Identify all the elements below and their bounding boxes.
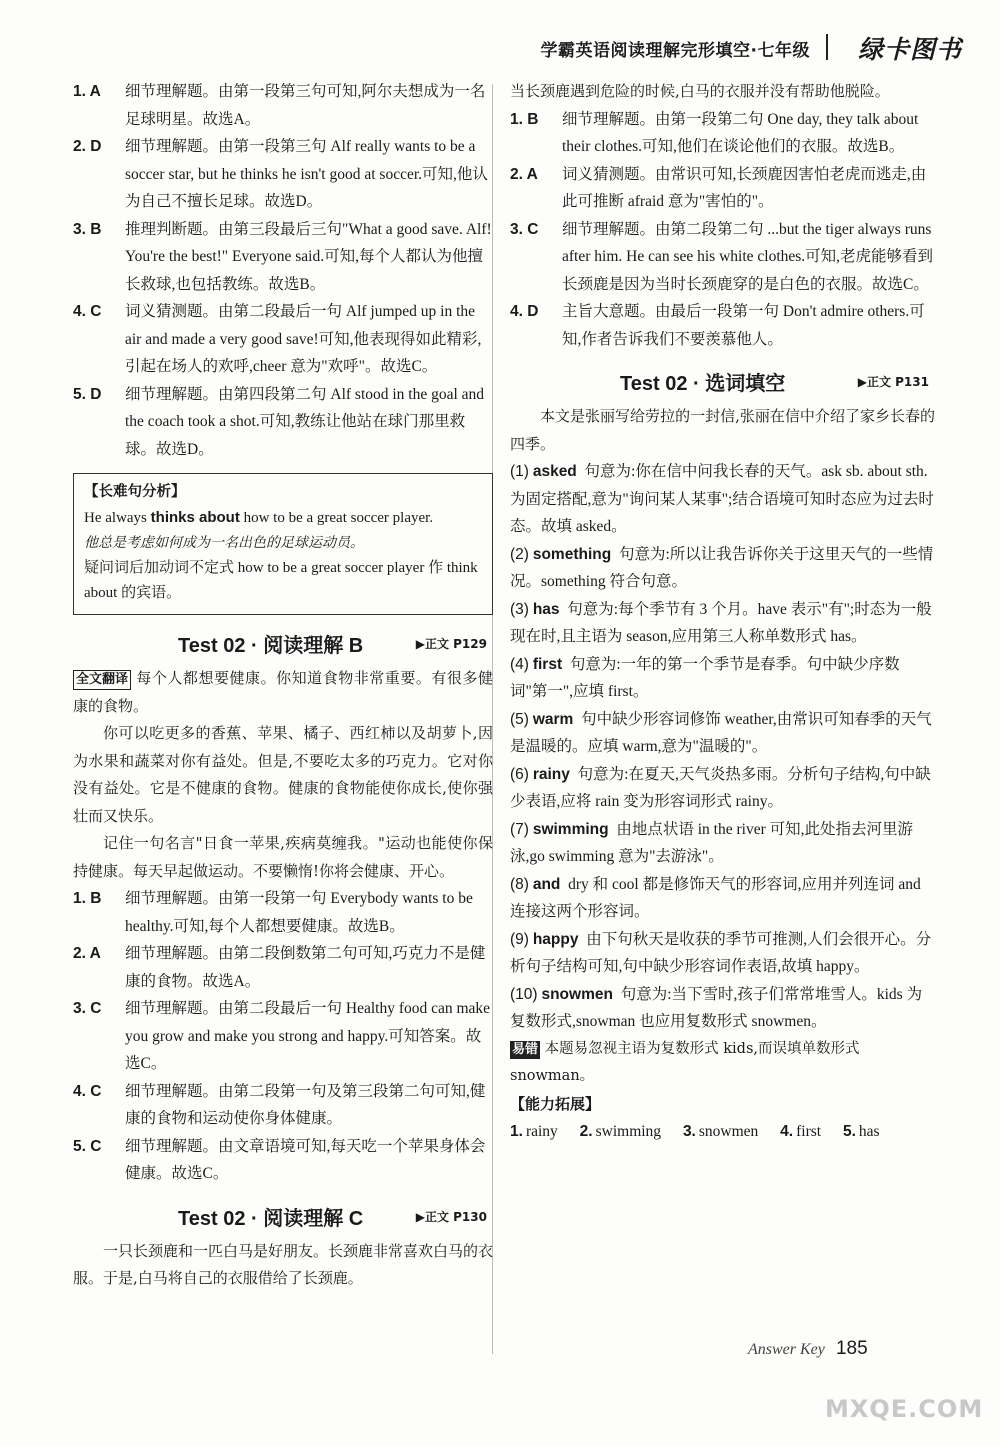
answer-item <box>73 1133 493 1188</box>
fill-explanation: 由地点状语 in the river 可知,此处指去河里游泳,go swimming 意为"去游泳"。 <box>510 820 914 865</box>
fill-item <box>510 871 935 926</box>
answer-explanation: 细节理解题。由第二段倒数第二句可知,巧克力不是健康的食物。故选A。 <box>125 945 486 990</box>
answer-explanation: 细节理解题。由第四段第二句 Alf stood in the goal and the coach took a shot.可知,教练让他站在球门那里救球。故选D。 <box>125 385 485 458</box>
extension-answer: rainy <box>525 1122 558 1140</box>
page-reference: ▶正文 P130 <box>415 1209 487 1224</box>
answer-number: 3. C <box>510 220 539 238</box>
fill-word: warm <box>532 710 574 728</box>
answer-number: 5. D <box>73 385 102 403</box>
answer-item <box>73 78 493 133</box>
translation-tag: 全文翻译 <box>73 670 131 690</box>
fill-explanation: 句意为:每个季节有 3 个月。have 表示"有";时态为一般现在时,且主语为 season,应用第三人称单数形式 has。 <box>510 600 932 645</box>
sentence-analysis-box <box>73 473 493 615</box>
analysis-note: 疑问词后加动词不定式 how to be a great soccer player 作 think about 的宾语。 <box>84 560 478 601</box>
summary-paragraph: 一只长颈鹿和一匹白马是好朋友。长颈鹿非常喜欢白马的衣服。于是,白马将自己的衣服借给了长颈鹿。 <box>73 1241 494 1287</box>
extension-answer: snowmen <box>698 1122 759 1140</box>
header-divider <box>826 34 828 60</box>
extension-answers <box>510 1118 935 1145</box>
extension-number: 2. <box>579 1122 593 1140</box>
answer-explanation: 细节理解题。由第二段第一句及第三段第二句可知,健康的食物和运动使你身体健康。 <box>125 1082 486 1127</box>
page-reference: ▶正文 P129 <box>415 637 487 651</box>
extension-answer: swimming <box>595 1122 662 1140</box>
fill-item <box>510 926 935 981</box>
intro-paragraph: 本文是张丽写给劳拉的一封信,张丽在信中介绍了家乡长春的四季。 <box>510 407 935 453</box>
fill-number: (10) <box>510 985 538 1003</box>
fill-item <box>510 651 935 706</box>
answer-explanation: 细节理解题。由文章语境可知,每天吃一个苹果身体会健康。故选C。 <box>125 1137 486 1182</box>
test-a-answers <box>73 78 493 463</box>
fill-number: (2) <box>510 545 529 563</box>
answer-item <box>510 298 935 353</box>
analysis-sentence <box>84 505 482 531</box>
fill-word: rainy <box>532 765 570 783</box>
test-b-answers <box>73 885 493 1188</box>
answer-item <box>73 216 493 299</box>
fill-word: swimming <box>532 820 609 838</box>
answer-explanation: 细节理解题。由第二段第二句 ...but the tiger always runs after him. He can see his white clothes.可知,老虎能够看到长颈鹿是因为当时长颈鹿穿的是白色的衣服。故选C。 <box>562 220 934 293</box>
fill-number: (9) <box>510 930 529 948</box>
answer-item <box>510 216 935 299</box>
page-reference: ▶正文 P131 <box>857 375 929 389</box>
answer-number: 4. C <box>73 1082 102 1100</box>
fill-explanation: 句意为:所以让我告诉你关于这里天气的一些情况。something 符合句意。 <box>510 545 934 590</box>
fill-word: first <box>532 655 563 673</box>
answer-explanation: 细节理解题。由第一段第三句 Alf really wants to be a soccer star, but he thinks he isn't good at soccer.可知,他认为自己不擅长足球。故选D。 <box>125 138 488 210</box>
answer-item <box>510 161 935 216</box>
fill-word: something <box>532 545 612 563</box>
fill-word: and <box>532 875 561 893</box>
fill-explanation: dry 和 cool 都是修饰天气的形容词,应用并列连词 and 连接这两个形容词。 <box>510 875 921 920</box>
answer-number: 4. C <box>73 303 102 320</box>
fill-number: (6) <box>510 765 529 783</box>
analysis-translation: 他总是考虑如何成为一名出色的足球运动员。 <box>84 535 364 551</box>
paragraph-text: 每个人都想要健康。你知道食物非常重要。有很多健康的食物。 <box>73 669 493 715</box>
word-fill-answers <box>510 458 935 1036</box>
page-header <box>0 30 1000 70</box>
answer-number: 5. C <box>73 1137 102 1155</box>
summary-paragraph-continued: 当长颈鹿遇到危险的时候,白马的衣服并没有帮助他脱险。 <box>510 82 890 100</box>
answer-number: 3. C <box>73 1000 102 1017</box>
extension-answer: has <box>858 1122 880 1140</box>
extension-title: 【能力拓展】 <box>510 1094 601 1113</box>
answer-item <box>73 995 493 1078</box>
fill-word: happy <box>532 930 579 948</box>
brand-logo: 绿卡图书 <box>857 35 962 64</box>
analysis-tag: 【长难句分析】 <box>84 484 186 500</box>
answer-item <box>73 940 493 995</box>
fill-number: (8) <box>510 875 529 893</box>
fill-explanation: 句意为:在夏天,天气炎热多雨。分析句子结构,句中缺少表语,应将 rain 变为形容词形式 rainy。 <box>510 765 931 810</box>
answer-item <box>73 298 493 381</box>
answer-item <box>73 885 493 940</box>
fill-explanation: 句意为:当下雪时,孩子们常常堆雪人。kids 为复数形式,snowman 也应用复数形式 snowmen。 <box>510 985 923 1030</box>
fill-number: (1) <box>510 463 529 480</box>
answer-number: 3. B <box>73 220 102 238</box>
fill-word: has <box>532 600 560 618</box>
answer-number: 1. B <box>510 110 539 128</box>
fill-item <box>510 596 935 651</box>
fill-explanation: 句意为:一年的第一个季节是春季。句中缺少序数词"第一",应填 first。 <box>510 655 900 700</box>
translation-paragraph: 你可以吃更多的香蕉、苹果、橘子、西红柿以及胡萝卜,因为水果和蔬菜对你有益处。但是,不要吃太多的巧克力。它对你没有益处。它是不健康的食物。健康的食物能使你成长,使你强壮而又快乐。 <box>73 724 493 825</box>
mistake-text: 本题易忽视主语为复数形式 kids,而误填单数形式 snowman。 <box>510 1040 860 1084</box>
answer-explanation: 推理判断题。由第三段最后三句"What a good save. Alf! You're the best!" Everyone said.可知,每个人都认为他擅长救球,也包括教练。故选B。 <box>125 220 492 293</box>
answer-number: 2. A <box>510 165 538 183</box>
common-mistake-note <box>510 1036 935 1091</box>
test-c-answers <box>510 106 935 354</box>
fill-explanation: 由下句秋天是收获的季节可推测,人们会很开心。分析句子结构可知,句中缺少形容词作表语,故填 happy。 <box>510 930 932 975</box>
answer-explanation: 细节理解题。由第一段第三句可知,阿尔夫想成为一名足球明星。故选A。 <box>125 83 486 128</box>
section-title: Test 02 · 阅读理解 B <box>178 635 364 657</box>
answer-explanation: 主旨大意题。由最后一段第一句 Don't admire others.可知,作者告诉我们不要羡慕他人。 <box>562 303 925 348</box>
extension-number: 5. <box>842 1122 856 1140</box>
answer-item <box>73 1078 493 1133</box>
right-column <box>510 78 935 1145</box>
fill-item <box>510 761 935 816</box>
site-watermark: MXQE.COM <box>825 1395 984 1423</box>
section-title: Test 02 · 阅读理解 C <box>178 1207 364 1230</box>
section-heading-word-fill <box>510 359 935 403</box>
fill-number: (5) <box>510 710 529 728</box>
fill-word: asked <box>532 463 577 480</box>
translation-paragraph <box>73 665 493 720</box>
answer-number: 1. A <box>73 83 101 100</box>
page-footer <box>748 1338 868 1368</box>
fill-number: (3) <box>510 600 529 618</box>
sentence-part: how to be a great soccer player. <box>239 510 434 526</box>
answer-explanation: 细节理解题。由第一段第二句 One day, they talk about their clothes.可知,他们在谈论他们的衣服。故选B。 <box>562 110 919 155</box>
extension-number: 4. <box>780 1122 794 1140</box>
section-title: Test 02 · 选词填空 <box>620 373 786 395</box>
extension-number: 3. <box>682 1122 696 1140</box>
fill-item <box>510 706 935 761</box>
fill-item <box>510 458 935 541</box>
answer-item <box>73 133 493 216</box>
answer-explanation: 细节理解题。由第二段最后一句 Healthy food can make you grow and make you strong and happy.可知答案。故选C。 <box>125 1000 491 1072</box>
answer-explanation: 词义猜测题。由第二段最后一句 Alf jumped up in the air and made a very good save!可知,他表现得如此精彩,引起在场人的欢呼,cheer 意为"欢呼"。故选C。 <box>125 303 482 375</box>
fill-item <box>510 541 935 596</box>
answer-number: 4. D <box>510 303 539 320</box>
page-number: 185 <box>835 1338 868 1359</box>
answer-number: 2. A <box>73 945 101 962</box>
sentence-highlight: thinks about <box>150 509 240 526</box>
extension-number: 1. <box>510 1122 523 1140</box>
fill-word: snowmen <box>541 985 613 1003</box>
series-title: 学霸英语阅读理解完形填空·七年级 <box>540 41 810 61</box>
left-column <box>73 78 493 1293</box>
fill-number: (7) <box>510 820 529 838</box>
fill-item <box>510 981 935 1036</box>
fill-explanation: 句中缺少形容词修饰 weather,由常识可知春季的天气是温暖的。应填 warm,意为"温暖的"。 <box>510 710 932 755</box>
answer-item <box>73 381 493 464</box>
extension-answer: first <box>796 1122 822 1140</box>
fill-number: (4) <box>510 655 529 673</box>
translation-paragraph: 记住一句名言"日食一苹果,疾病莫缠我。"运动也能使你保持健康。每天早起做运动。不要懒惰!你将会健康、开心。 <box>73 834 493 880</box>
answer-explanation: 细节理解题。由第一段第一句 Everybody wants to be healthy.可知,每个人都想要健康。故选B。 <box>125 890 473 935</box>
footer-label: Answer Key <box>748 1341 825 1358</box>
answer-explanation: 词义猜测题。由常识可知,长颈鹿因害怕老虎而逃走,由此可推断 afraid 意为"害怕的"。 <box>562 165 927 210</box>
mistake-tag: 易错 <box>512 1041 539 1057</box>
answer-number: 2. D <box>73 138 102 155</box>
sentence-part: He always <box>84 510 151 526</box>
answer-item <box>510 106 935 161</box>
fill-item <box>510 816 935 871</box>
section-heading-c <box>73 1194 493 1238</box>
answer-number: 1. B <box>73 890 102 907</box>
fill-explanation: 句意为:你在信中问我长春的天气。ask sb. about sth.为固定搭配,意为"询问某人某事";结合语境可知时态应为过去时态。故填 asked。 <box>510 463 934 535</box>
section-heading-b <box>73 621 493 665</box>
